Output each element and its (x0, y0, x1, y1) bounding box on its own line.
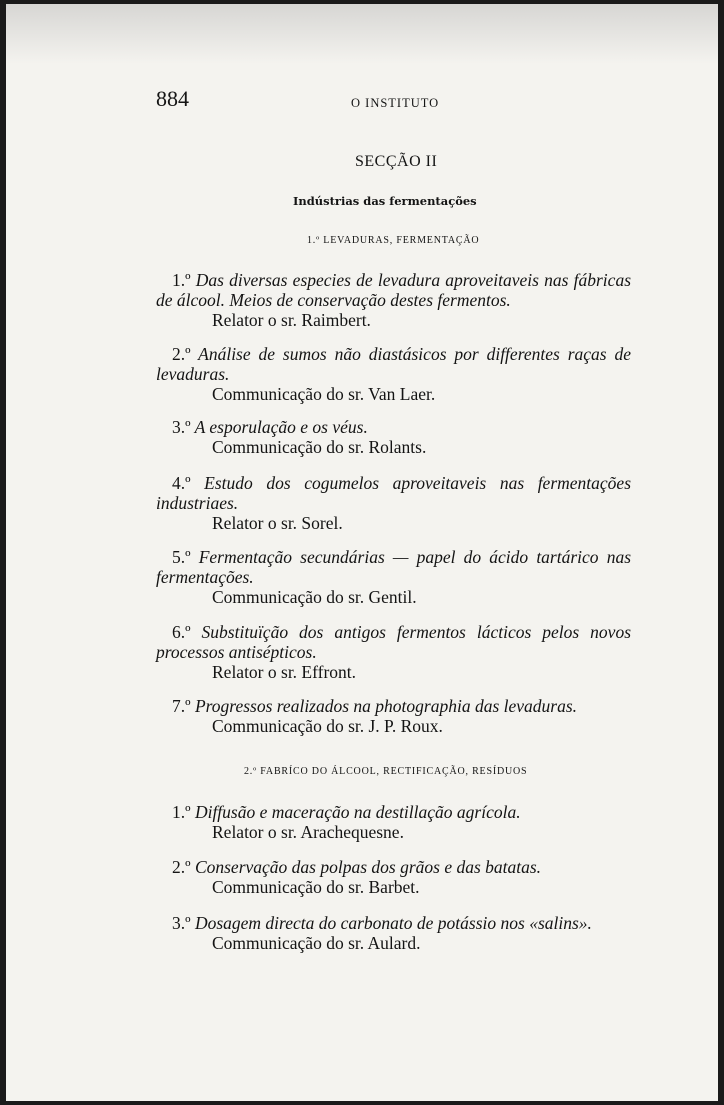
entry-title: Análise de sumos não diastásicos por differentes raças de levaduras. (156, 344, 631, 384)
subsection-heading: 2.º FABRÍCO DO ÁLCOOL, RECTIFICAÇÃO, RESÍDUOS (244, 766, 528, 777)
entry (156, 473, 631, 533)
scan-shadow (6, 4, 718, 64)
subsection-heading: 1.º LEVADURAS, FERMENTAÇÃO (307, 235, 480, 246)
entry-title: A esporulação e os véus. (194, 417, 368, 437)
entry-number: 1.º (172, 802, 191, 822)
entry-number: 5.º (172, 547, 191, 567)
entry (156, 344, 631, 404)
entry-number: 6.º (172, 622, 191, 642)
entry (156, 547, 631, 607)
entry-attribution: Communicação do sr. Aulard. (212, 933, 421, 953)
entry-attribution: Communicação do sr. Barbet. (212, 877, 420, 897)
entry (156, 857, 631, 897)
entry-attribution: Relator o sr. Sorel. (212, 513, 343, 533)
entry-attribution: Communicação do sr. J. P. Roux. (212, 716, 443, 736)
entry-title: Conservação das polpas dos grãos e das batatas. (194, 857, 542, 877)
entry-number: 1.º (172, 270, 191, 290)
entry-title: Das diversas especies de levadura aproveitaveis nas fábricas de álcool. Meios de conservação destes fermentos. (156, 270, 631, 310)
section-subtitle: Indústrias das fermentações (293, 194, 477, 208)
entry-number: 3.º (172, 417, 191, 437)
entry-number: 4.º (172, 473, 191, 493)
entry-title: Fermentação secundárias — papel do ácido tartárico nas fermentações. (156, 547, 632, 587)
entry-title: Dosagem directa do carbonato de potássio nos «salins». (194, 913, 592, 933)
entry-title: Estudo dos cogumelos aproveitaveis nas fermentações industriaes. (156, 473, 631, 513)
entry-title: Substituïção dos antigos fermentos lácticos pelos novos processos antisépticos. (156, 622, 631, 662)
entry-attribution: Communicação do sr. Rolants. (212, 437, 427, 457)
entry-title: Progressos realizados na photographia das levaduras. (194, 696, 578, 716)
entry-number: 3.º (172, 913, 191, 933)
page-number: 884 (156, 86, 189, 111)
entry-attribution: Communicação do sr. Gentil. (212, 587, 417, 607)
entry (156, 802, 631, 842)
entry-attribution: Relator o sr. Effront. (212, 662, 357, 682)
entry-attribution: Relator o sr. Arachequesne. (212, 822, 404, 842)
entry (156, 417, 631, 457)
entry-title: Diffusão e maceração na destillação agrícola. (194, 802, 521, 822)
section-title: SECÇÃO II (355, 153, 438, 170)
running-title: O INSTITUTO (351, 96, 440, 110)
entry-number: 2.º (172, 857, 191, 877)
entry (156, 622, 631, 682)
book-page (6, 4, 718, 1101)
entry-number: 7.º (172, 696, 191, 716)
entry (156, 696, 631, 736)
entry (156, 270, 631, 330)
entry-attribution: Communicação do sr. Van Laer. (212, 384, 436, 404)
entry-attribution: Relator o sr. Raimbert. (212, 310, 371, 330)
entry (156, 913, 631, 953)
entry-number: 2.º (172, 344, 191, 364)
